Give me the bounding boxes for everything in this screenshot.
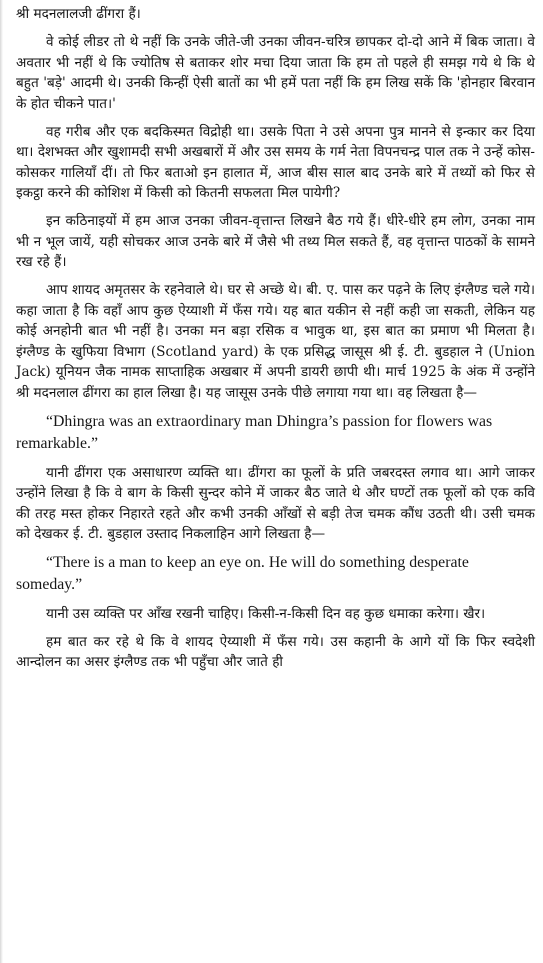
paragraph-swadeshi-movement: हम बात कर रहे थे कि वे शायद ऐय्याशी में फँस गये। उस कहानी के आगे यों कि फिर स्वदेशी आन्दोलन का असर इंग्लैण्ड तक भी पहुँचा और जाते ही: [16, 633, 535, 671]
scan-edge-shadow: [0, 0, 3, 963]
paragraph-heading-line: श्री मदनलालजी ढींगरा हैं।: [16, 6, 141, 22]
quote-keep-an-eye: “There is a man to keep an eye on. He will do something desperate someday.”: [16, 554, 469, 594]
paragraph-translation-flowers: यानी ढींगरा एक असाधारण व्यक्ति था। ढींगरा का फूलों के प्रति जबरदस्त लगाव था। आगे जाकर उन्होंने लिखा है कि वे बाग के किसी सुन्दर कोने में जाकर बैठ जाते थे और घण्टों तक फूलों को एक कवि की तरह मस्त होकर निहारते रहते और कभी उनकी आँखों से बड़ी तेज चमक कौंध उठती थी। उसी चमक को देखकर ई. टी. बुडहाल उस्ताद निकलाहिन आगे लिखता है—: [16, 464, 535, 543]
paragraph-translation-eye: यानी उस व्यक्ति पर आँख रखनी चाहिए। किसी-न-किसी दिन वह कुछ धमाका करेगा। खैर।: [46, 605, 486, 622]
paragraph-poor-rebel: वह गरीब और एक बदकिस्मत विद्रोही था। उसके पिता ने उसे अपना पुत्र मानने से इन्कार कर दिया था। देशभक्त और खुशामदी सभी अखबारों में और उस समय के गर्म नेता विपनचन्द्र पाल तक ने उन्हें कोस-कोसकर गालियाँ दीं। तो फिर बताओ इन हालात में, आज बीस साल बाद उनके बारे में तथ्यों को फिर से इकट्ठा करने की कोशिश में किसी को कितनी सफलता मिल पायेगी?: [16, 123, 535, 202]
paragraph-not-a-leader: वे कोई लीडर तो थे नहीं कि उनके जीते-जी उनका जीवन-चरित्र छापकर दो-दो आने में बिक जाता। वे अवतार भी नहीं थे कि ज्योतिष से बताकर शोर मचा दिया जाता कि हम तो पहले ही समझ गये थे कि थे बहुत 'बड़े' आदमी थे। उनकी किन्हीं ऐसी बातों का भी हमें पता नहीं कि हम लिख सकें कि 'होनहार बिरवान के होत चीकने पात।': [16, 34, 535, 112]
paragraph-difficulties: इन कठिनाइयों में हम आज उनका जीवन-वृत्तान्त लिखने बैठ गये हैं। धीरे-धीरे हम लोग, उनका नाम भी न भूल जायें, यही सोचकर आज उनके बारे में जैसे भी तथ्य मिल सकते हैं, वह वृत्तान्त पाठकों के सामने रख रहे हैं।: [16, 213, 535, 271]
quote-dhingra-flowers: “Dhingra was an extraordinary man Dhingra’s passion for flowers was remarkable.”: [16, 412, 493, 452]
paragraph-amritsar-england: आप शायद अमृतसर के रहनेवाले थे। घर से अच्छे थे। बी. ए. पास कर पढ़ने के लिए इंग्लैण्ड चले गये। कहा जाता है कि वहाँ आप कुछ ऐय्याशी में फँस गये। यह बात यकीन से नहीं कही जा सकती, लेकिन यह कोई अनहोनी बात भी नहीं है। उनका मन बड़ा रसिक व भावुक था, इस बात का प्रमाण भी मिलता है। इंग्लैण्ड के खुफिया विभाग (Scotland yard) के एक प्रसिद्ध जासूस श्री ई. टी. बुडहाल ने (Union Jack) यूनियन जैक नामक साप्ताहिक अखबार में अपनी डायरी छापी थी। मार्च 1925 के अंक में उन्होंने श्री मदनलाल ढींगरा का हाल लिखा है। यह जासूस उनके पीछे लगाया गया था। वह लिखता है—: [16, 282, 535, 401]
